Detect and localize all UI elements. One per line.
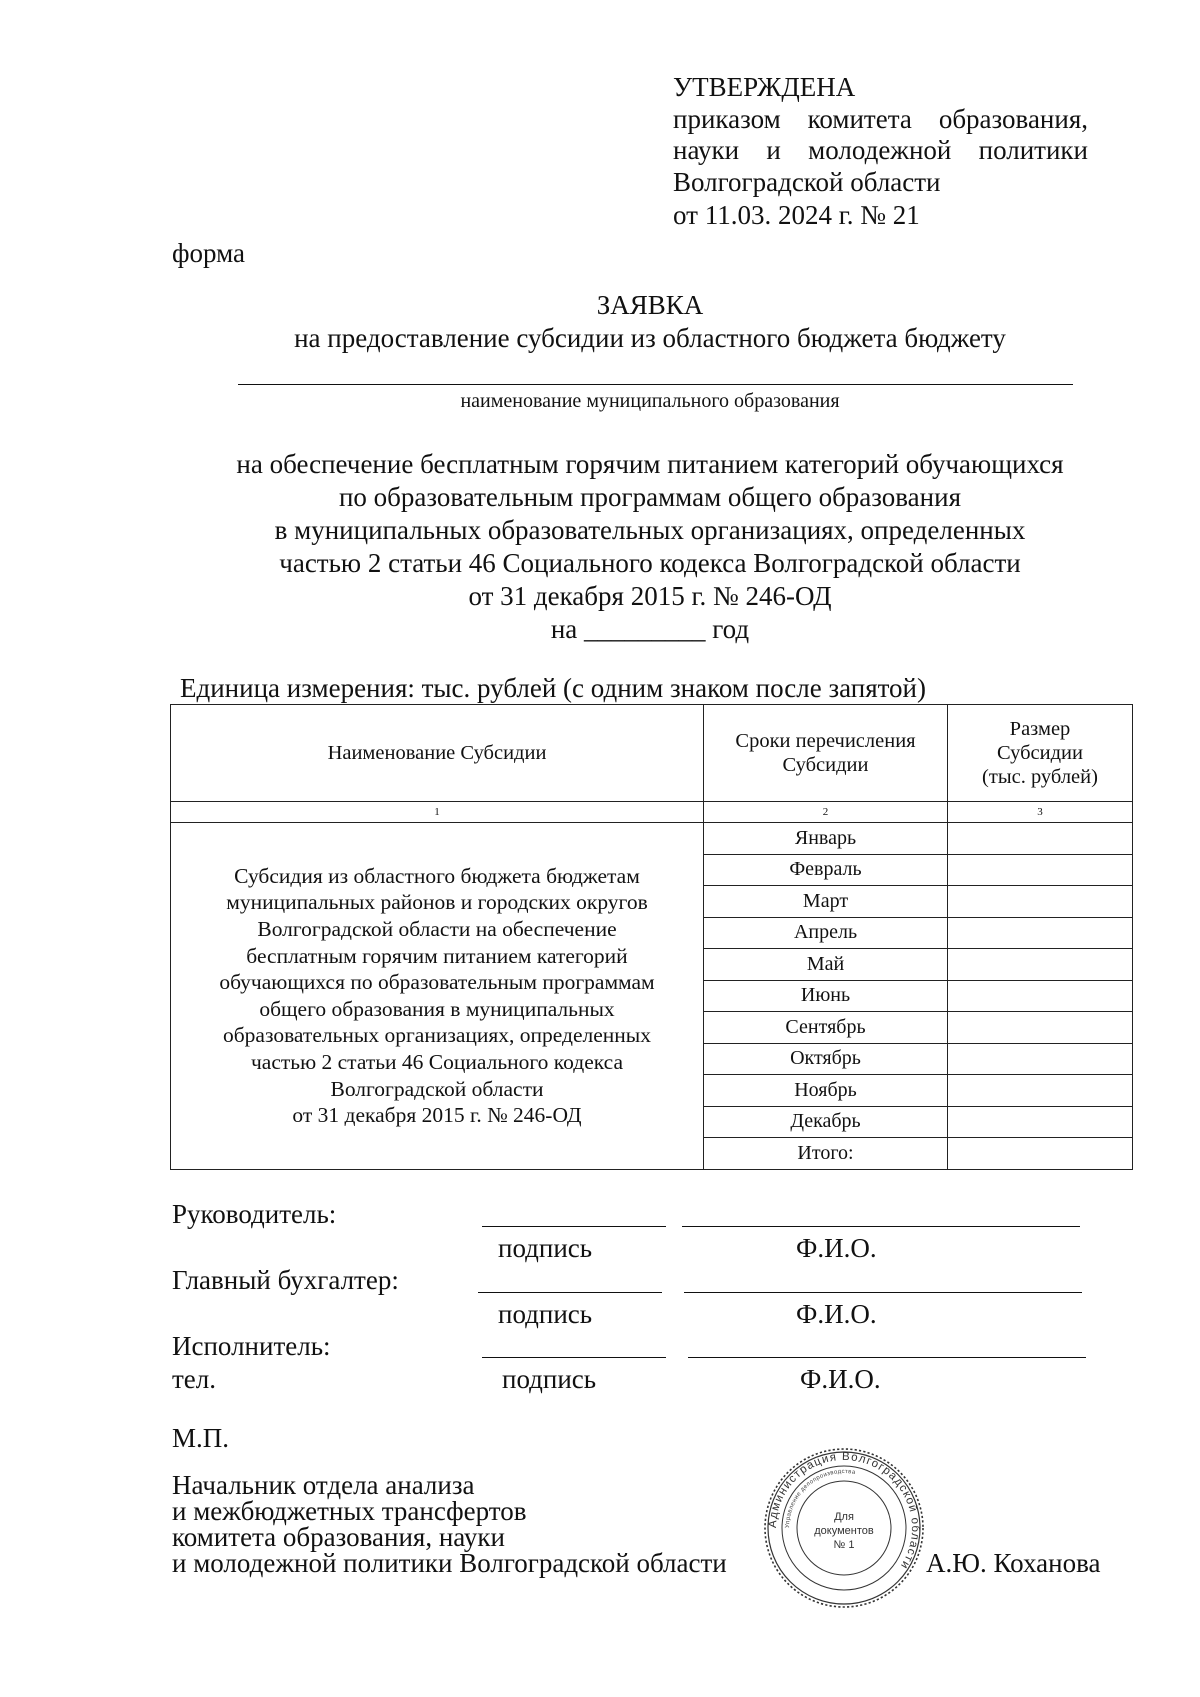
head-label: Руководитель: — [172, 1199, 337, 1229]
month-may: Май — [704, 949, 948, 981]
document-subtitle: на предоставление субсидии из областного бюджета бюджету — [294, 323, 1006, 353]
municipality-blank-line[interactable] — [238, 384, 1073, 385]
month-november: Ноябрь — [704, 1075, 948, 1107]
col-number-1: 1 — [171, 802, 704, 823]
purpose-line-5: от 31 декабря 2015 г. № 246-ОД — [468, 581, 832, 611]
month-october: Октябрь — [704, 1043, 948, 1075]
footer-line-3: комитета образования, науки — [172, 1522, 505, 1552]
stamp-center-line-1: Для — [834, 1511, 854, 1523]
month-december: Декабрь — [704, 1106, 948, 1138]
col-header-name — [171, 705, 704, 802]
col-header-name-text: Наименование Субсидии — [327, 742, 547, 764]
amount-june-cell[interactable] — [948, 980, 1133, 1012]
amount-november-cell[interactable] — [948, 1075, 1133, 1107]
stamp-center-line-2: документов — [814, 1525, 874, 1537]
subsidy-line: муниципальных районов и городских округов — [226, 890, 648, 915]
accountant-signature-caption: подпись — [498, 1299, 593, 1329]
amount-december-cell[interactable] — [948, 1106, 1133, 1138]
phone-label: тел. — [172, 1364, 217, 1394]
official-stamp — [762, 1446, 926, 1610]
total-label: Итого: — [704, 1138, 948, 1170]
amount-january-cell[interactable] — [948, 823, 1133, 855]
head-signature-line[interactable] — [482, 1226, 666, 1227]
subsidy-line: от 31 декабря 2015 г. № 246-ОД — [292, 1103, 582, 1128]
subsidy-line: частью 2 статьи 46 Социального кодекса — [250, 1049, 624, 1074]
col-header-period-text: Сроки перечисления Субсидии — [735, 730, 916, 776]
executor-label: Исполнитель: — [172, 1331, 331, 1361]
subsidy-line: образовательных организациях, определенных — [222, 1023, 652, 1048]
table-row — [171, 823, 1133, 855]
purpose-line-4: частью 2 статьи 46 Социального кодекса Волгоградской области — [279, 548, 1021, 578]
signer-name: А.Ю. Коханова — [926, 1548, 1101, 1578]
month-april: Апрель — [704, 917, 948, 949]
approval-title: УТВЕРЖДЕНА — [673, 72, 856, 102]
amount-may-cell[interactable] — [948, 949, 1133, 981]
executor-name-caption: Ф.И.О. — [800, 1364, 881, 1394]
subsidy-line: Субсидия из областного бюджета бюджетам — [234, 863, 640, 888]
approval-line-3: Волгоградской области — [673, 166, 941, 197]
municipality-caption: наименование муниципального образования — [460, 390, 840, 412]
amount-february-cell[interactable] — [948, 854, 1133, 886]
footer-line-1: Начальник отдела анализа — [172, 1470, 475, 1500]
amount-april-cell[interactable] — [948, 917, 1133, 949]
seal-mark: М.П. — [172, 1423, 230, 1453]
purpose-line-2: по образовательным программам общего образования — [338, 482, 961, 512]
month-january: Январь — [704, 823, 948, 855]
amount-october-cell[interactable] — [948, 1043, 1133, 1075]
subsidy-line: обучающихся по образовательным программам — [219, 970, 655, 995]
head-name-line[interactable] — [682, 1226, 1080, 1227]
col-number-3: 3 — [948, 802, 1133, 823]
subsidy-line: Волгоградской области на обеспечение — [257, 916, 617, 941]
table-number-row — [171, 802, 1133, 823]
accountant-name-line[interactable] — [684, 1292, 1082, 1293]
approval-line-2: науки и молодежной политики — [673, 135, 1088, 165]
accountant-label: Главный бухгалтер: — [172, 1265, 399, 1295]
accountant-name-caption: Ф.И.О. — [796, 1299, 877, 1329]
approval-block — [673, 72, 1088, 232]
subsidy-line: общего образования в муниципальных — [259, 996, 615, 1021]
month-february: Февраль — [704, 854, 948, 886]
subsidy-line: Волгоградской области — [330, 1076, 544, 1101]
document-title: ЗАЯВКА — [596, 290, 704, 320]
col-header-amount — [948, 705, 1133, 802]
col-header-amount-text: Размер Субсидии (тыс. рублей) — [982, 718, 1098, 788]
subsidy-line: бесплатным горячим питанием категорий — [246, 943, 628, 968]
form-label: форма — [172, 238, 245, 268]
table-header-row — [171, 705, 1133, 802]
footer-line-4: и молодежной политики Волгоградской области — [172, 1548, 727, 1578]
approval-line-4: от 11.03. 2024 г. № 21 — [673, 200, 920, 230]
subsidy-name-cell — [171, 823, 704, 1170]
stamp-inner-text: Управление делопроизводства — [784, 1468, 857, 1529]
col-header-period — [704, 705, 948, 802]
executor-signature-caption: подпись — [502, 1364, 597, 1394]
footer-line-2: и межбюджетных трансфертов — [172, 1496, 527, 1526]
month-september: Сентябрь — [704, 1012, 948, 1044]
purpose-year-line: на _________ год — [550, 614, 750, 644]
stamp-center-line-3: № 1 — [833, 1539, 855, 1551]
amount-march-cell[interactable] — [948, 886, 1133, 918]
head-signature-caption: подпись — [498, 1233, 593, 1263]
amount-total-cell[interactable] — [948, 1138, 1133, 1170]
purpose-line-1: на обеспечение бесплатным горячим питанием категорий обучающихся — [236, 449, 1064, 479]
month-june: Июнь — [704, 980, 948, 1012]
purpose-line-3: в муниципальных образовательных организациях, определенных — [274, 515, 1026, 545]
subsidy-table — [170, 704, 1133, 1170]
stamp-outer-text: Администрация Волгоградской области — [766, 1450, 922, 1572]
executor-signature-line[interactable] — [482, 1357, 666, 1358]
accountant-signature-line[interactable] — [478, 1292, 662, 1293]
amount-september-cell[interactable] — [948, 1012, 1133, 1044]
col-number-2: 2 — [704, 802, 948, 823]
executor-name-line[interactable] — [688, 1357, 1086, 1358]
unit-note: Единица измерения: тыс. рублей (с одним знаком после запятой) — [180, 673, 926, 703]
month-march: Март — [704, 886, 948, 918]
approval-line-1: приказом комитета образования, — [673, 103, 1088, 134]
head-name-caption: Ф.И.О. — [796, 1233, 877, 1263]
